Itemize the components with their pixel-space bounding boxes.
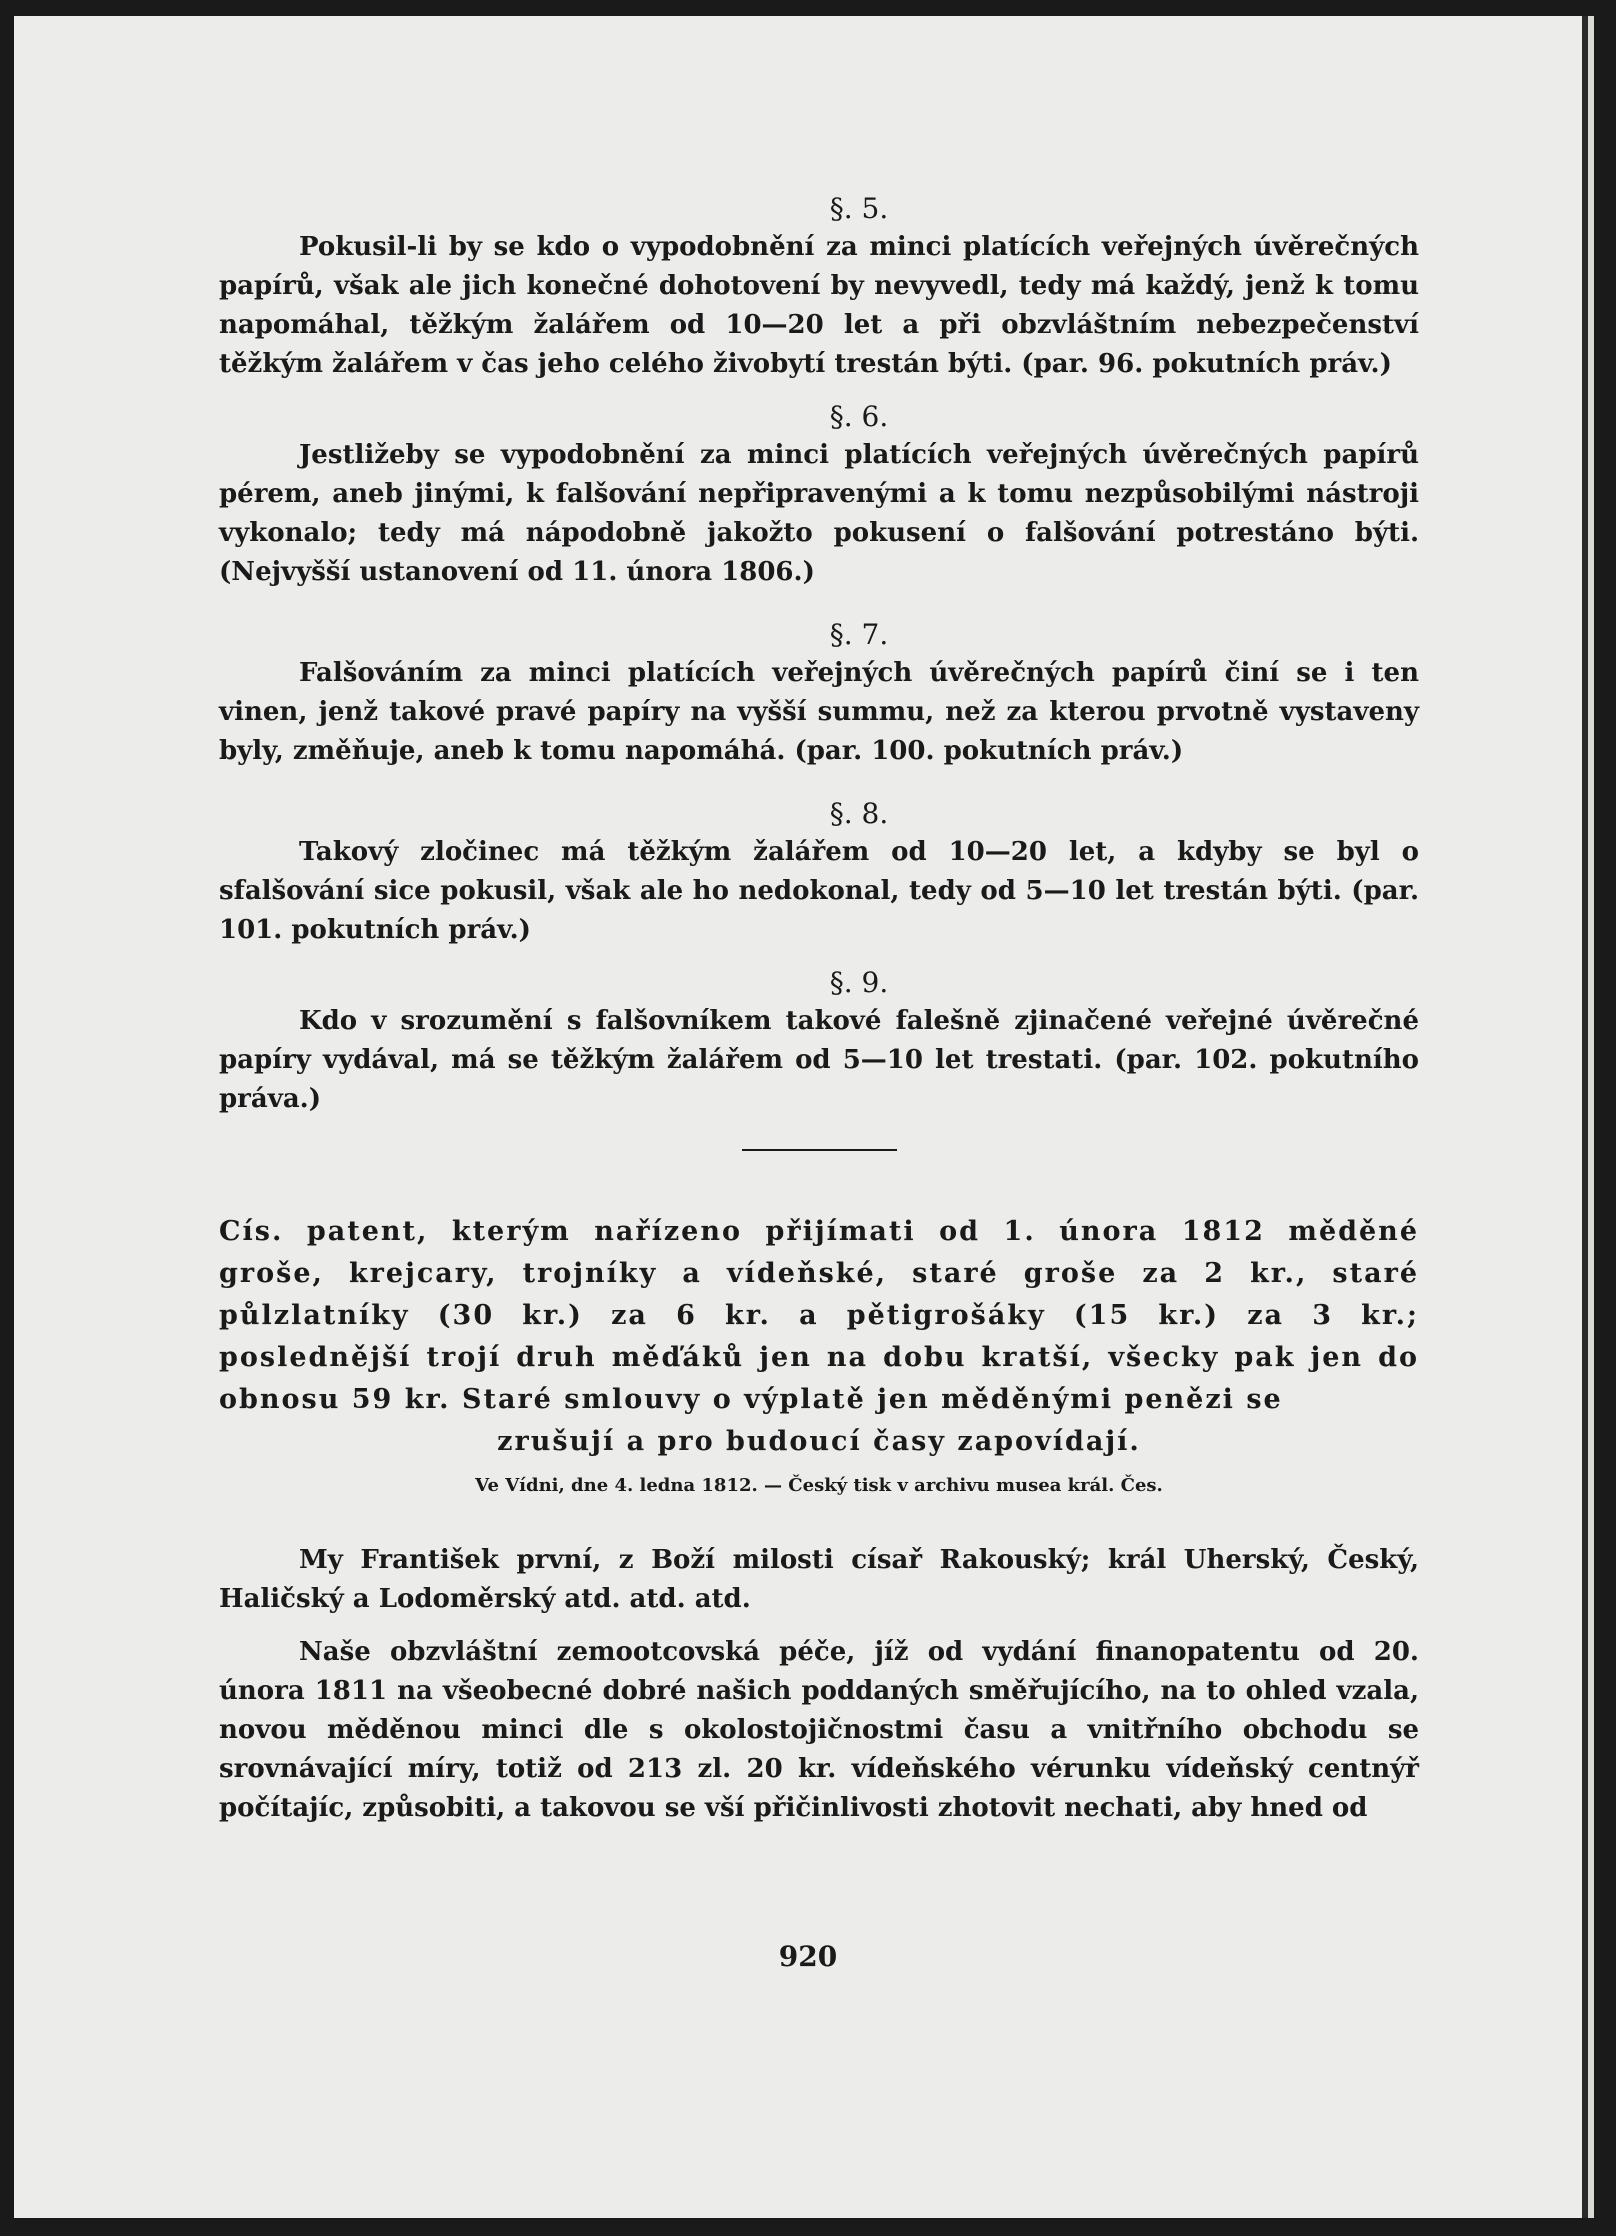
section-5-text: Pokusil-li by se kdo o vypodobnění za minci platících veřejných úvěrečných papírů, však ale jich konečné dohotovení by nevyvedl, tedy má každý, jenž k tomu napomáhal, těžkým žalářem od 10—20 let a při obzvláštním nebezpečenství těžkým žalářem v čas jeho celého živobytí trestán býti. (par. 96. pokutních práv.) [219, 232, 1419, 379]
section-8-text: Takový zločinec má těžkým žalářem od 10—20 let, a kdyby se byl o sfalšování sice pokusil, však ale ho nedokonal, tedy od 5—10 let trestán býti. (par. 101. pokutních práv.) [219, 837, 1419, 945]
page-number: 920 [778, 1940, 838, 1973]
section-8-heading: §. 8. [829, 797, 889, 830]
section-7-heading: §. 7. [829, 618, 889, 651]
section-6-heading: §. 6. [829, 400, 889, 433]
page-edge-strip [1588, 16, 1594, 2218]
section-9-heading: §. 9. [829, 966, 889, 999]
section-5-heading: §. 5. [829, 192, 889, 225]
section-9-text: Kdo v srozumění s falšovníkem takové falešně zjinačené veřejné úvěrečné papíry vydával, má se těžkým žalářem od 5—10 let trestati. (par. 102. pokutního práva.) [219, 1006, 1419, 1114]
page-content [219, 190, 1419, 1842]
patent-title-last-line: zrušují a pro budoucí časy zapovídají. [497, 1426, 1141, 1457]
section-divider [742, 1149, 897, 1151]
section-6-text: Jestližeby se vypodobnění za minci platících veřejných úvěrečných papírů pérem, aneb jinými, k falšování nepřipravenými a k tomu nezpůsobilými nástroji vykonalo; tedy má nápodobně jakožto pokusení o falšování potrestáno býti. (Nejvyšší ustanovení od 11. února 1806.) [219, 440, 1419, 587]
section-7-text: Falšováním za minci platících veřejných úvěrečných papírů činí se i ten vinen, jenž takové pravé papíry na vyšší summu, než za kterou prvotně vystaveny byly, změňuje, aneb k tomu napomáhá. (par. 100. pokutních práv.) [219, 658, 1419, 766]
patent-body: Naše obzvláštní zemootcovská péče, jíž od vydání finanopatentu od 20. února 1811 na všeobecné dobré našich poddaných směřujícího, na to ohled vzala, novou měděnou minci dle s okolostojičnostmi času a vnitřního obchodu se srovnávající míry, totiž od 213 zl. 20 kr. vídeňského vérunku vídeňský centnýř počítajíc, způsobiti, a takovou se vší přičinlivosti zhotovit nechati, aby hned od [219, 1637, 1419, 1823]
patent-title: Cís. patent, kterým nařízeno přijímati od 1. února 1812 měděné groše, krejcary, trojníky a vídeňské, staré groše za 2 kr., staré půlzlatníky (30 kr.) za 6 kr. a pětigrošáky (15 kr.) za 3 kr.; poslednější trojí druh měďáků jen na dobu kratší, všecky pak jen do obnosu 59 kr. Staré smlouvy o výplatě jen měděnými penězi se [219, 1216, 1419, 1415]
patent-source: Ve Vídni, dne 4. ledna 1812. — Český tisk v archivu musea král. Čes. [475, 1475, 1163, 1496]
patent-intro: My František první, z Boží milosti císař Rakouský; král Uherský, Český, Haličský a Lodoměrský atd. atd. atd. [219, 1545, 1419, 1614]
